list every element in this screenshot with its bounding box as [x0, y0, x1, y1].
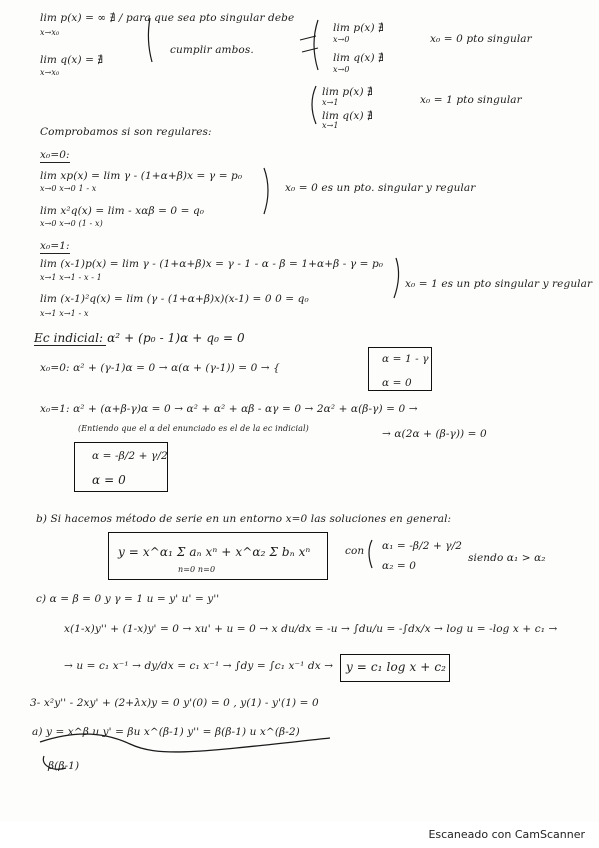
note-line-l39: y = x^α₁ Σ aₙ xⁿ + x^α₂ Σ bₙ xⁿ [118, 545, 311, 559]
note-line-l16: Comprobamos si son regulares: [40, 126, 212, 138]
note-line-l11: lim p(x) ∄ [322, 86, 373, 98]
note-line-l35: → α(2α + (β-γ)) = 0 [382, 428, 487, 440]
note-line-l17: x₀=0: [40, 149, 70, 161]
note-line-l10: x₀ = 0 pto singular [430, 33, 532, 45]
note-line-l24: lim (x-1)p(x) = lim γ - (1+α+β)x = γ - 1 - α - β = 1+α+β - γ = p₀ [40, 258, 384, 270]
note-line-l19: x→0 x→0 1 - x [40, 184, 97, 193]
note-line-l29: Ec indicial: α² + (p₀ - 1)α + q₀ = 0 [34, 331, 245, 345]
note-line-l05: x→x₀ [40, 68, 60, 77]
note-line-l46: x(1-x)y'' + (1-x)y' = 0 → xu' + u = 0 → x du/dx = -u → ∫du/u = -∫dx/x → log u = -log x + c₁ → [64, 623, 558, 635]
note-line-l12: x→1 [322, 98, 339, 107]
note-line-l38: b) Si hacemos método de serie en un entorno x=0 las soluciones en general: [36, 513, 452, 525]
note-line-l48: y = c₁ log x + c₂ [346, 660, 447, 674]
note-line-l28: x→1 x→1 - x [40, 309, 89, 318]
note-line-l15: x₀ = 1 pto singular [420, 94, 522, 106]
note-line-l22: x→0 x→0 (1 - x) [40, 219, 103, 228]
note-line-l01: lim p(x) = ∞ ∄ / para que sea pto singular debe [40, 12, 295, 24]
note-line-l47: → u = c₁ x⁻¹ → dy/dx = c₁ x⁻¹ → ∫dy = ∫c₁ x⁻¹ dx → [64, 660, 334, 672]
note-line-l40: n=0 n=0 [178, 565, 216, 574]
note-line-l04: lim q(x) = ∄ [40, 54, 104, 66]
scanner-footer [0, 822, 599, 848]
note-line-l50: a) y = x^β u y' = βu x^(β-1) y'' = β(β-1) u x^(β-2) [32, 726, 300, 738]
note-line-l21: lim x²q(x) = lim - xαβ = 0 = q₀ [40, 205, 205, 217]
note-line-l45: c) α = β = 0 y γ = 1 u = y' u' = y'' [36, 593, 220, 605]
note-line-l42: α₁ = -β/2 + γ/2 [382, 540, 463, 552]
camscanner-watermark: Escaneado con CamScanner [428, 828, 585, 841]
note-line-l26: x₀ = 1 es un pto singular y regular [405, 278, 593, 290]
note-line-l07: x→0 [333, 35, 350, 44]
note-line-l33: x₀=1: α² + (α+β-γ)α = 0 → α² + α² + αβ - αγ = 0 → 2α² + α(β-γ) = 0 → [40, 403, 418, 415]
note-line-l06: lim p(x) ∄ [333, 22, 384, 34]
note-line-l49: 3- x²y'' - 2xy' + (2+λx)y = 0 y'(0) = 0 , y(1) - y'(1) = 0 [30, 697, 319, 709]
note-line-l37: α = 0 [92, 473, 126, 487]
note-line-l30: x₀=0: α² + (γ-1)α = 0 → α(α + (γ-1)) = 0 → { [40, 362, 280, 374]
note-line-l36: α = -β/2 + γ/2 [92, 450, 168, 462]
note-line-l31: α = 1 - γ [382, 353, 429, 365]
note-line-l32: α = 0 [382, 377, 412, 389]
note-line-l09: x→0 [333, 65, 350, 74]
note-line-l03: cumplir ambos. [170, 44, 254, 56]
note-line-l08: lim q(x) ∄ [333, 52, 384, 64]
note-line-l23: x₀=1: [40, 240, 70, 252]
note-line-l34: (Entiendo que el α del enunciado es el de la ec indicial) [78, 424, 309, 433]
note-line-l25: x→1 x→1 - x - 1 [40, 273, 102, 282]
note-line-l20: x₀ = 0 es un pto. singular y regular [285, 182, 476, 194]
note-line-l51: β(β-1) [48, 760, 80, 772]
note-line-l13: lim q(x) ∄ [322, 110, 373, 122]
note-line-l14: x→1 [322, 121, 339, 130]
note-line-l43: α₂ = 0 [382, 560, 417, 572]
note-line-l44: siendo α₁ > α₂ [468, 552, 546, 564]
note-line-l18: lim xp(x) = lim γ - (1+α+β)x = γ = p₀ [40, 170, 243, 182]
note-line-l27: lim (x-1)²q(x) = lim (γ - (1+α+β)x)(x-1) = 0 0 = q₀ [40, 293, 309, 305]
note-line-l02: x→x₀ [40, 28, 60, 37]
note-line-l41: con [345, 545, 365, 557]
